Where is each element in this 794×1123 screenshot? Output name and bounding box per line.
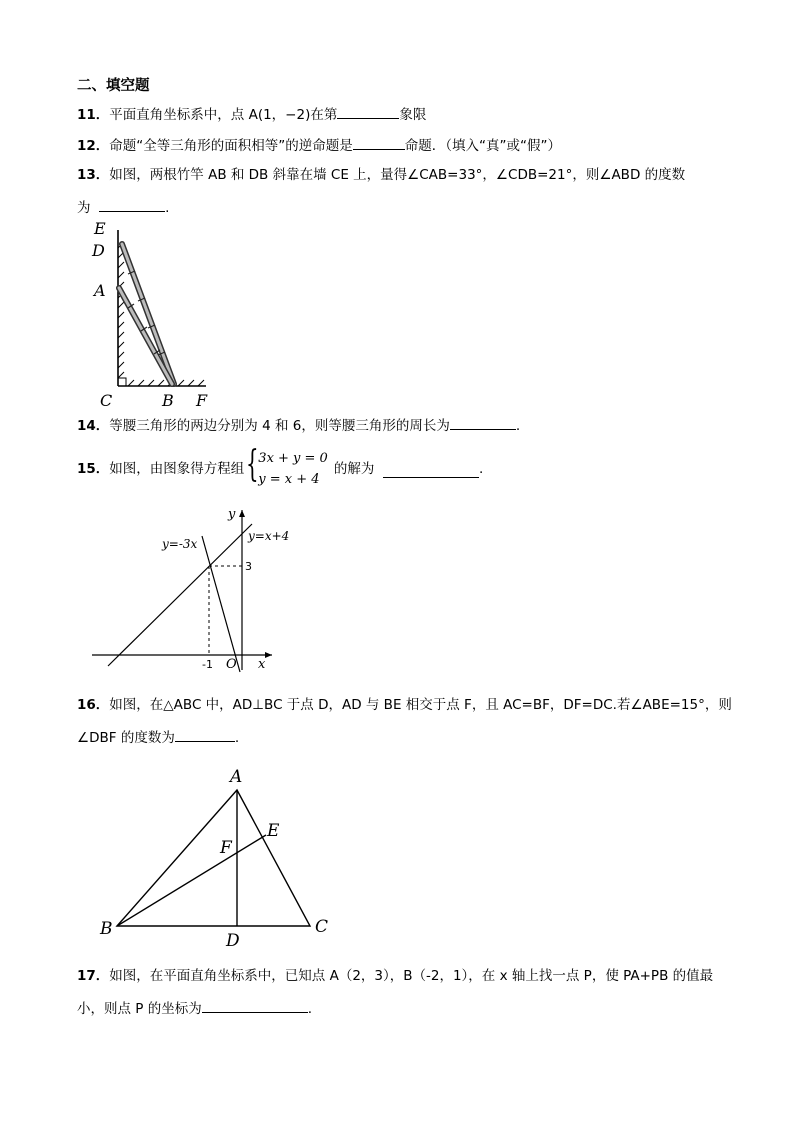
question-text: 如图，由图象得方程组 <box>109 461 245 477</box>
label-a: A <box>94 281 106 300</box>
question-14 <box>77 415 520 435</box>
y-axis-label: y <box>228 507 236 522</box>
answer-blank[interactable] <box>450 415 516 430</box>
bamboo-wall-figure <box>88 218 220 410</box>
linear-graph-figure <box>90 500 290 675</box>
question-text: 为 <box>77 200 91 216</box>
period: . <box>515 418 521 434</box>
question-16 <box>77 696 732 714</box>
question-number: 17． <box>77 968 110 984</box>
label-b: B <box>162 391 174 410</box>
question-text: ∠DBF 的度数为 <box>77 730 175 746</box>
question-text: 平面直角坐标系中，点 A(1，−2)在第 <box>109 107 338 123</box>
equation-2: y = x + 4 <box>258 472 320 487</box>
question-text-tail: 命题．（填入“真”或“假”） <box>404 138 562 154</box>
label-f: F <box>220 838 232 858</box>
period: . <box>234 730 240 746</box>
origin-label: O <box>226 657 237 672</box>
label-c: C <box>100 391 113 410</box>
label-b: B <box>100 919 113 939</box>
question-number: 11． <box>77 107 110 123</box>
question-text: 小，则点 P 的坐标为 <box>77 1001 202 1017</box>
answer-blank[interactable] <box>175 727 235 742</box>
equation-1: 3x + y = 0 <box>258 451 328 466</box>
section-title: 二、填空题 <box>77 78 150 94</box>
period: . <box>307 1001 313 1017</box>
question-16-cont <box>77 727 239 747</box>
label-d: D <box>92 241 105 260</box>
question-number: 13． <box>77 167 110 183</box>
question-17 <box>77 967 713 985</box>
triangle-figure <box>96 762 342 954</box>
label-c: C <box>315 917 329 937</box>
segment-be <box>117 835 266 926</box>
question-11 <box>77 104 426 124</box>
bamboo-pole-db <box>122 244 174 384</box>
line1-label: y=-3x <box>162 537 198 551</box>
question-text: 如图，在△ABC 中，AD⊥BC 于点 D，AD 与 BE 相交于点 F，且 AC=BF，DF=DC.若∠ABE=15°，则 <box>109 697 732 713</box>
question-text-tail: 的解为 <box>333 461 375 477</box>
label-d: D <box>226 931 240 951</box>
line-y-neg-3x <box>202 536 240 672</box>
label-a: A <box>230 767 243 787</box>
question-text: 等腰三角形的两边分别为 4 和 6，则等腰三角形的周长为 <box>109 418 450 434</box>
question-17-cont <box>77 998 312 1018</box>
label-f: F <box>196 391 208 410</box>
question-13 <box>77 166 685 184</box>
question-number: 15． <box>77 461 110 477</box>
question-number: 16． <box>77 697 110 713</box>
x-axis-label: x <box>258 657 266 672</box>
tick-neg1: -1 <box>202 658 213 671</box>
period: . <box>478 461 484 477</box>
question-number: 12． <box>77 138 110 154</box>
question-12 <box>77 135 561 155</box>
question-text-tail: 象限 <box>399 107 427 123</box>
question-13-cont <box>77 197 169 217</box>
question-number: 14． <box>77 418 110 434</box>
answer-blank[interactable] <box>202 998 308 1013</box>
label-e: E <box>267 821 280 841</box>
answer-blank[interactable] <box>353 135 405 150</box>
answer-blank[interactable] <box>99 197 165 212</box>
triangle-abc <box>117 790 310 926</box>
question-text: 如图，在平面直角坐标系中，已知点 A（2，3），B（-2，1），在 x 轴上找一点 P，使 PA+PB 的值最 <box>109 968 714 984</box>
tick-3: 3 <box>245 560 252 573</box>
question-text: 命题“全等三角形的面积相等”的逆命题是 <box>109 138 353 154</box>
question-15 <box>77 446 483 492</box>
equation-system: { 3x + y = 0 y = x + 4 <box>246 448 328 490</box>
question-text: 如图，两根竹竿 AB 和 DB 斜靠在墙 CE 上，量得∠CAB=33°，∠CDB=21°，则∠ABD 的度数 <box>109 167 686 183</box>
period: . <box>165 200 170 216</box>
answer-blank[interactable] <box>383 463 479 478</box>
line2-label: y=x+4 <box>248 529 290 543</box>
answer-blank[interactable] <box>337 104 399 119</box>
label-e: E <box>94 219 106 238</box>
